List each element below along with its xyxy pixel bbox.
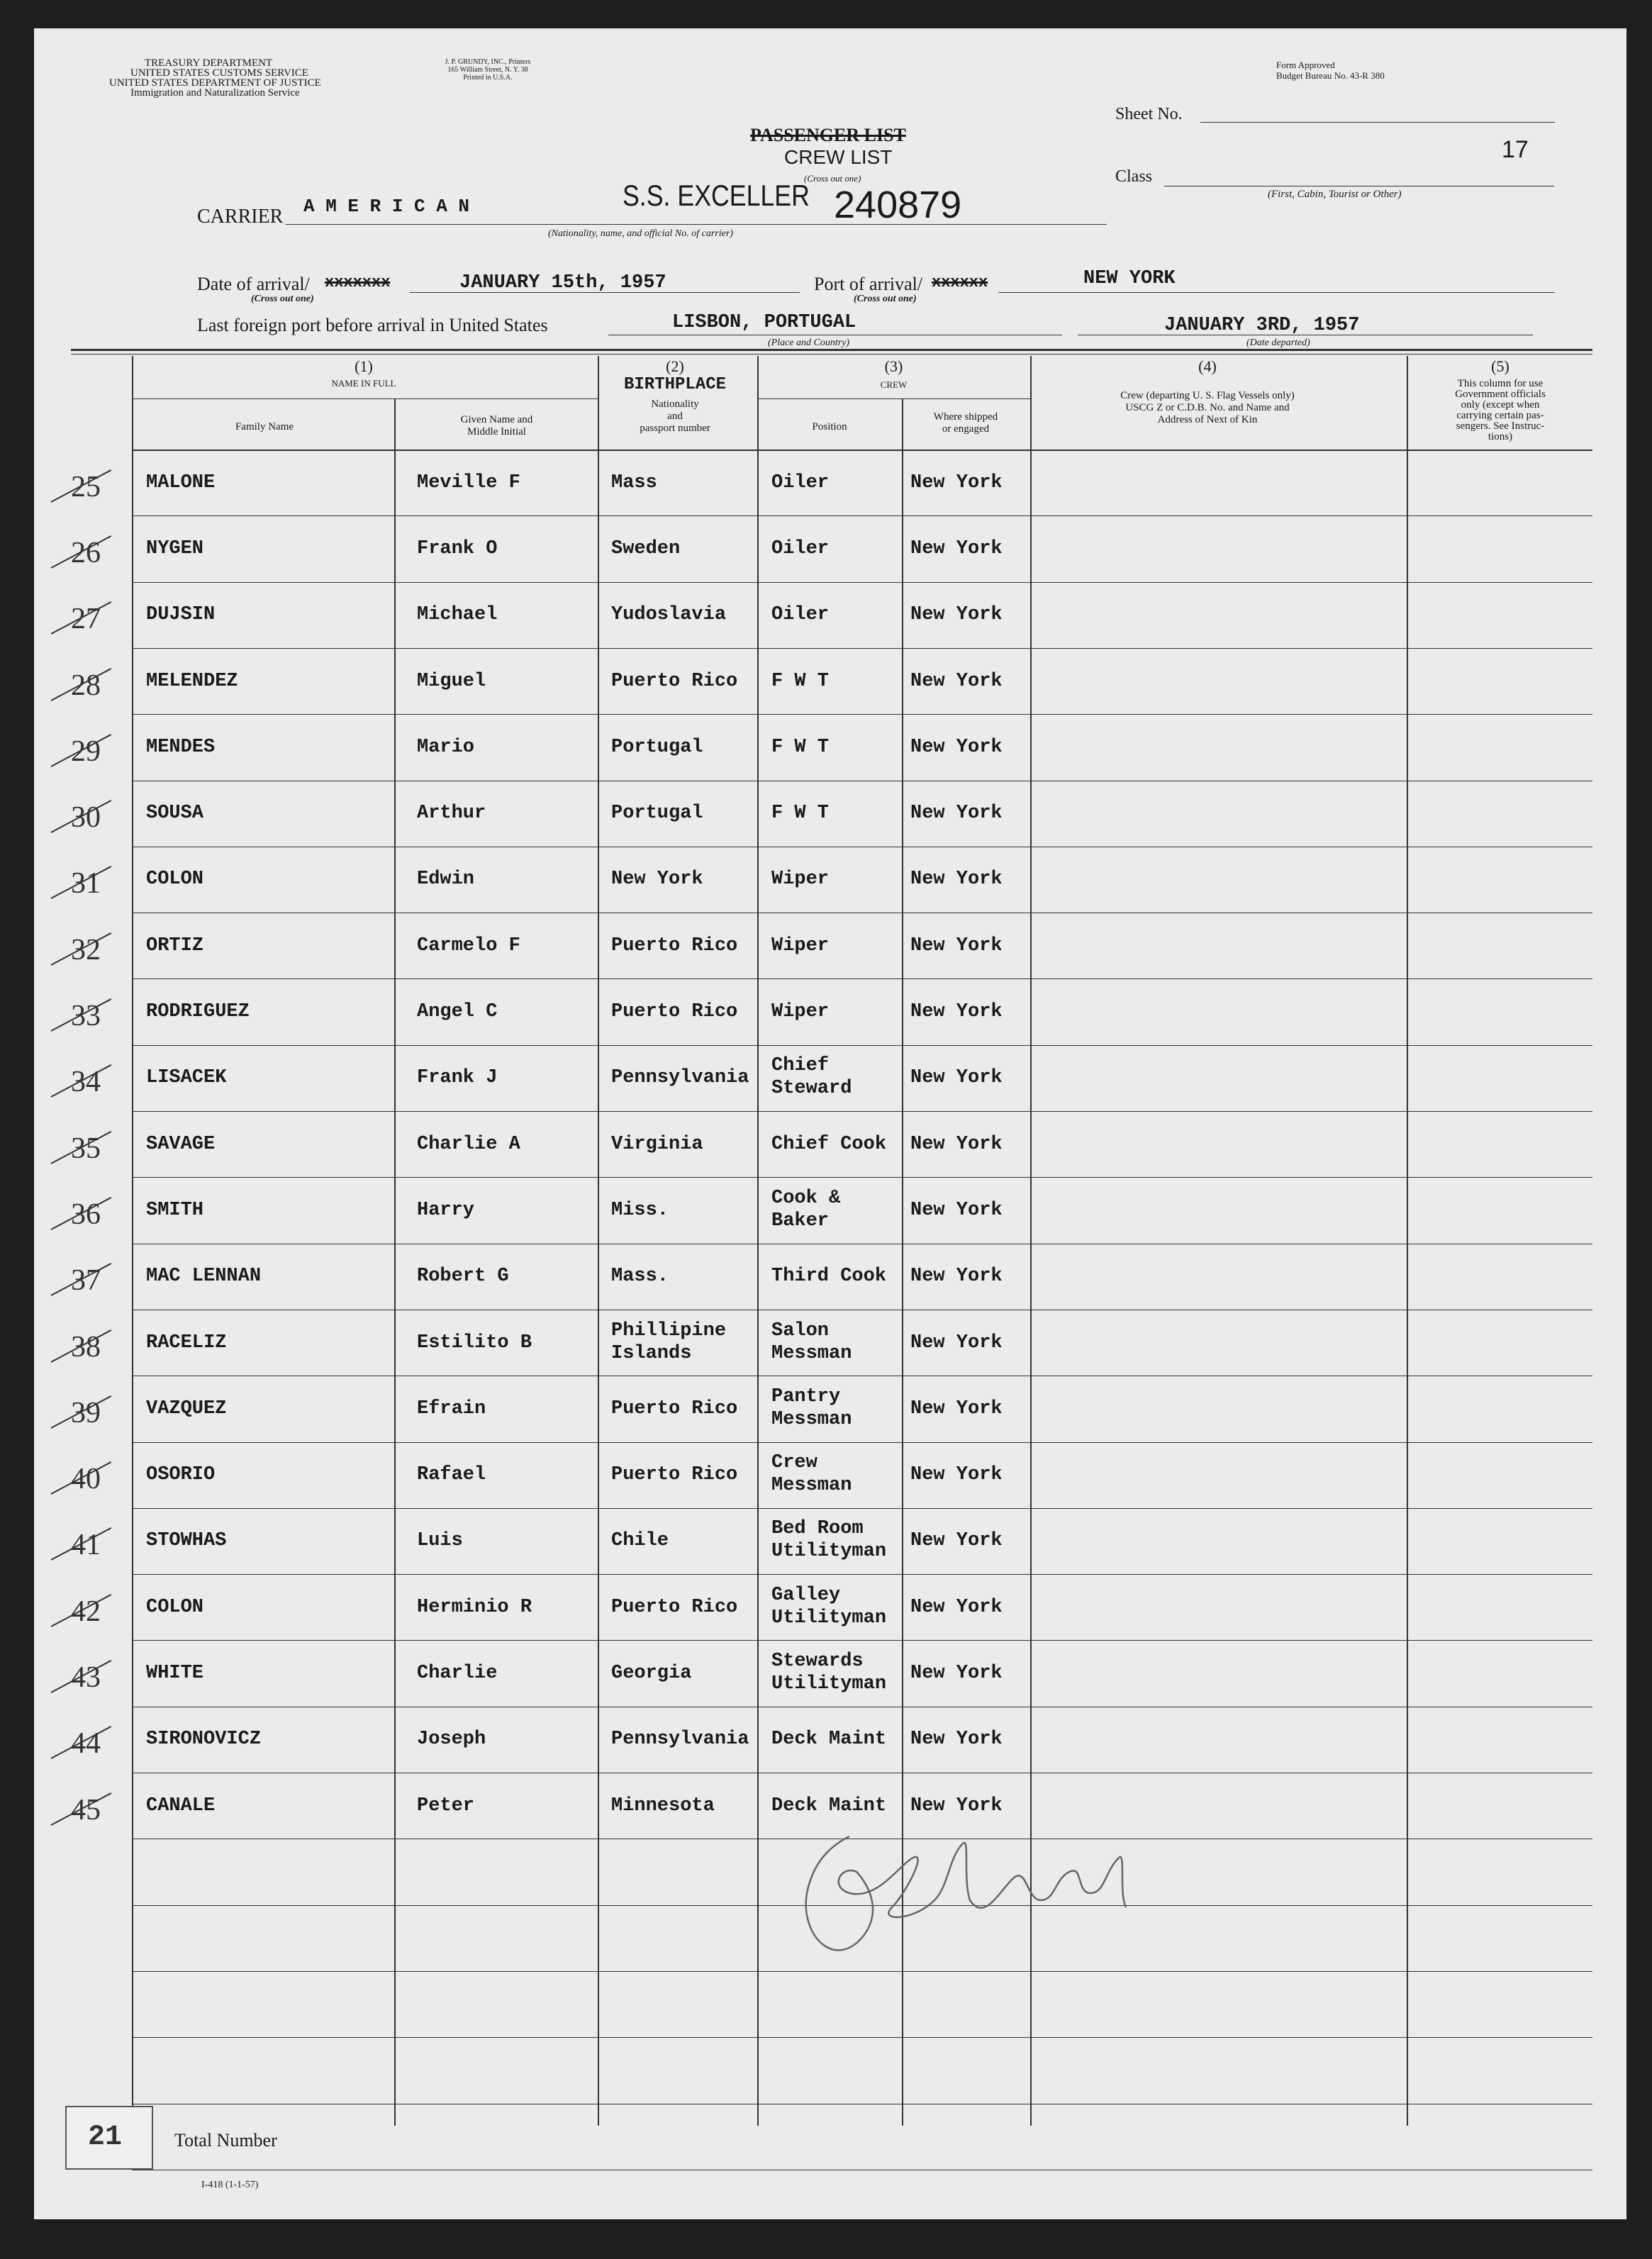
col2-number: (2) (666, 357, 684, 375)
date-departed-hint: (Date departed) (1246, 338, 1310, 348)
header-rule-bottom (71, 354, 1592, 355)
position: Baker (771, 1210, 830, 1232)
row-number: 42 (71, 1595, 101, 1628)
family-name: SMITH (146, 1200, 204, 1221)
position: Steward (771, 1078, 852, 1099)
given-name: Frank O (417, 538, 498, 559)
given-name: Estilito B (417, 1332, 532, 1354)
position: Bed Room (771, 1518, 864, 1539)
position: Crew (771, 1452, 817, 1473)
position: Pantry (771, 1386, 841, 1407)
col1-title: NAME IN FULL (331, 378, 396, 389)
position: Oiler (771, 472, 830, 493)
birthplace: Chile (611, 1530, 669, 1551)
row-divider (132, 1111, 1592, 1112)
col5-title (1410, 379, 1591, 442)
row-number: 28 (71, 669, 101, 702)
position: Utilityman (771, 1673, 887, 1695)
form-line: Form Approved (1276, 60, 1335, 70)
printer-line: Printed in U.S.A. (463, 74, 513, 82)
where-shipped: New York (910, 1663, 1003, 1684)
grid-vline (598, 356, 599, 2126)
col4-line: Crew (departing U. S. Flag Vessels only) (1120, 390, 1295, 401)
col1-number: (1) (355, 357, 373, 375)
family-name: CANALE (146, 1795, 216, 1817)
row-divider (132, 1177, 1592, 1178)
date-arrival-value: JANUARY 15th, 1957 (459, 272, 666, 294)
position: F W T (771, 671, 830, 692)
row-number: 27 (71, 603, 101, 635)
birthplace: Miss. (611, 1200, 669, 1221)
carrier-hint: (Nationality, name, and official No. of carrier) (548, 228, 733, 239)
where-shipped: New York (910, 1001, 1003, 1022)
given-name: Charlie A (417, 1134, 520, 1155)
family-name: NYGEN (146, 538, 204, 559)
position: Chief (771, 1055, 830, 1076)
birthplace: Puerto Rico (611, 1001, 738, 1022)
position: Oiler (771, 604, 830, 625)
sheet-value: 17 (1502, 136, 1529, 163)
position: Utilityman (771, 1541, 887, 1562)
sheet-label: Sheet No. (1115, 105, 1183, 123)
date-arrival-cross-hint: (Cross out one) (251, 294, 314, 304)
sheet-line (1200, 122, 1555, 123)
passenger-list-struck: PASSENGER LIST (750, 125, 906, 145)
row-divider (132, 714, 1592, 715)
position: Cook & (771, 1188, 841, 1209)
birthplace: Puerto Rico (611, 1597, 738, 1618)
family-name: OSORIO (146, 1464, 216, 1485)
col2-line: passport number (640, 423, 710, 434)
given-name: Harry (417, 1200, 475, 1221)
position: Wiper (771, 1001, 830, 1022)
form-line: Budget Bureau No. 43-R 380 (1276, 70, 1385, 81)
birthplace: Portugal (611, 737, 703, 758)
family-name: VAZQUEZ (146, 1398, 227, 1419)
birthplace: Georgia (611, 1663, 692, 1684)
row-divider (132, 515, 1592, 516)
row-number: 30 (71, 801, 101, 834)
row-number: 33 (71, 1000, 101, 1032)
given-name: Robert G (417, 1266, 509, 1287)
position: Third Cook (771, 1266, 887, 1287)
col5-line: Government officials (1455, 389, 1546, 400)
col5-line: sengers. See Instruc- (1456, 420, 1545, 432)
given-name: Peter (417, 1795, 475, 1817)
given-name: Miguel (417, 671, 486, 692)
family-name: COLON (146, 1597, 204, 1618)
port-arrival-value: NEW YORK (1083, 268, 1176, 289)
col3b-line: or engaged (942, 423, 990, 435)
position: Salon (771, 1320, 830, 1342)
position: Wiper (771, 869, 830, 890)
given-name: Angel C (417, 1001, 498, 1022)
date-arrival-line (410, 292, 800, 293)
row-number: 45 (71, 1794, 101, 1826)
position: Wiper (771, 935, 830, 956)
row-divider (132, 1442, 1592, 1443)
col3-number: (3) (884, 357, 903, 375)
family-name: RACELIZ (146, 1332, 227, 1354)
grid-vline (394, 398, 396, 2126)
last-port-label: Last foreign port before arrival in United States (197, 315, 548, 335)
given-name: Joseph (417, 1729, 486, 1750)
row-divider (132, 1508, 1592, 1509)
dept-line: UNITED STATES CUSTOMS SERVICE (130, 67, 309, 79)
where-shipped: New York (910, 538, 1003, 559)
row-number: 29 (71, 735, 101, 768)
port-arrival-label: Port of arrival/ (814, 274, 923, 294)
col5-line: only (except when (1461, 399, 1540, 411)
birthplace: Puerto Rico (611, 671, 738, 692)
crew-list-title: CREW LIST (784, 146, 893, 168)
family-name: MENDES (146, 737, 216, 758)
birthplace: Sweden (611, 538, 681, 559)
row-divider (132, 1640, 1592, 1641)
where-shipped: New York (910, 1332, 1003, 1354)
total-label: Total Number (174, 2130, 277, 2151)
col4-line: Address of Next of Kin (1157, 414, 1258, 425)
row-divider (132, 978, 1592, 979)
birthplace: Puerto Rico (611, 935, 738, 956)
department-block (74, 58, 321, 98)
birthplace: Puerto Rico (611, 1398, 738, 1419)
family-name: DUJSIN (146, 604, 216, 625)
header-bottom (132, 450, 1592, 451)
date-arrival-struck: xxxxxxx (325, 274, 391, 291)
where-shipped: New York (910, 1067, 1003, 1088)
col1b-title (396, 414, 598, 438)
dept-line: Immigration and Naturalization Service (130, 87, 300, 99)
given-name: Charlie (417, 1663, 498, 1684)
class-hint: (First, Cabin, Tourist or Other) (1268, 189, 1402, 200)
date-arrival-label: Date of arrival/ (197, 274, 310, 294)
row-number: 35 (71, 1132, 101, 1165)
col3b-line: Where shipped (933, 411, 998, 423)
row-number: 40 (71, 1463, 101, 1495)
row-number: 34 (71, 1066, 101, 1098)
row-number: 31 (71, 867, 101, 900)
col5-line: carrying certain pas- (1456, 410, 1544, 421)
header-subdivider (132, 398, 598, 399)
birthplace: Islands (611, 1343, 692, 1364)
birthplace: Portugal (611, 803, 703, 824)
birthplace: Mass. (611, 1266, 669, 1287)
col2-line: and (667, 411, 683, 422)
given-name: Mario (417, 737, 475, 758)
family-name: COLON (146, 869, 204, 890)
total-value: 21 (88, 2121, 123, 2153)
col3-title: CREW (880, 379, 908, 390)
row-divider (132, 582, 1592, 583)
birthplace: Virginia (611, 1134, 703, 1155)
where-shipped: New York (910, 1530, 1003, 1551)
printer-line: 165 William Street, N. Y. 38 (447, 66, 528, 74)
given-name: Edwin (417, 869, 475, 890)
grid-vline (1407, 356, 1408, 2126)
cross-out-hint: (Cross out one) (804, 173, 861, 184)
family-name: ORTIZ (146, 935, 204, 956)
carrier-line (286, 224, 1107, 225)
family-name: SOUSA (146, 803, 204, 824)
position: Utilityman (771, 1607, 887, 1629)
row-number: 39 (71, 1397, 101, 1429)
birthplace: New York (611, 869, 703, 890)
signature (771, 1815, 1168, 1971)
official-number: 240879 (834, 184, 962, 226)
grid-vline (757, 356, 759, 2126)
row-divider (132, 648, 1592, 649)
where-shipped: New York (910, 1398, 1003, 1419)
row-number: 25 (71, 471, 101, 503)
date-departed-value: JANUARY 3RD, 1957 (1164, 315, 1360, 336)
grid-vline (132, 356, 133, 2126)
where-shipped: New York (910, 869, 1003, 890)
birthplace: Yudoslavia (611, 604, 727, 625)
position: Messman (771, 1475, 852, 1496)
row-divider (132, 2037, 1592, 2038)
family-name: MALONE (146, 472, 216, 493)
where-shipped: New York (910, 1266, 1003, 1287)
where-shipped: New York (910, 472, 1003, 493)
family-name: WHITE (146, 1663, 204, 1684)
vessel-name: S.S. EXCELLER (623, 179, 810, 212)
given-name: Rafael (417, 1464, 486, 1485)
birthplace: Puerto Rico (611, 1464, 738, 1485)
dept-line: TREASURY DEPARTMENT (145, 57, 273, 69)
row-divider (132, 1971, 1592, 1972)
place-country-hint: (Place and Country) (768, 338, 850, 348)
given-name: Frank J (417, 1067, 498, 1088)
where-shipped: New York (910, 671, 1003, 692)
col3a-title: Position (812, 421, 847, 433)
col5-line: tions) (1488, 431, 1513, 442)
port-arrival-cross-hint: (Cross out one) (854, 294, 917, 304)
position: Stewards (771, 1651, 864, 1672)
col1b-line: Given Name and (460, 414, 533, 425)
port-arrival-struck: xxxxxx (932, 274, 988, 291)
where-shipped: New York (910, 803, 1003, 824)
row-divider (132, 1574, 1592, 1575)
col1a-title: Family Name (235, 421, 294, 433)
family-name: LISACEK (146, 1067, 227, 1088)
col4-title (1034, 390, 1381, 426)
col1b-line: Middle Initial (467, 426, 526, 437)
row-number: 43 (71, 1661, 101, 1694)
birthplace: Pennsylvania (611, 1067, 749, 1088)
header-subdivider (757, 398, 1030, 399)
printer-line: J. P. GRUNDY, INC., Printers (445, 58, 531, 66)
position: Oiler (771, 538, 830, 559)
header-rule-top (71, 349, 1592, 351)
where-shipped: New York (910, 935, 1003, 956)
col4-number: (4) (1198, 357, 1217, 375)
given-name: Luis (417, 1530, 463, 1551)
birthplace: Mass (611, 472, 657, 493)
position: Deck Maint (771, 1729, 887, 1750)
form-approved-block (1276, 60, 1385, 81)
row-number: 44 (71, 1727, 101, 1760)
row-number: 41 (71, 1529, 101, 1561)
row-number: 36 (71, 1198, 101, 1231)
position: F W T (771, 737, 830, 758)
col3b-title (902, 411, 1029, 435)
where-shipped: New York (910, 1200, 1003, 1221)
col4-line: USCG Z or C.D.B. No. and Name and (1125, 402, 1290, 413)
port-arrival-line (998, 292, 1555, 293)
col5-number: (5) (1491, 357, 1509, 375)
position: F W T (771, 803, 830, 824)
where-shipped: New York (910, 1795, 1003, 1817)
family-name: RODRIGUEZ (146, 1001, 250, 1022)
where-shipped: New York (910, 1597, 1003, 1618)
position: Messman (771, 1409, 852, 1430)
dept-line: UNITED STATES DEPARTMENT OF JUSTICE (109, 77, 321, 89)
position: Messman (771, 1343, 852, 1364)
total-box (65, 2106, 153, 2170)
where-shipped: New York (910, 737, 1003, 758)
printer-block (417, 58, 559, 82)
where-shipped: New York (910, 1464, 1003, 1485)
form-code: I-418 (1-1-57) (201, 2180, 259, 2190)
given-name: Herminio R (417, 1597, 532, 1618)
birthplace: Minnesota (611, 1795, 715, 1817)
col2-title: BIRTHPLACE (623, 375, 727, 394)
last-port-value: LISBON, PORTUGAL (672, 312, 856, 333)
row-divider (132, 1045, 1592, 1046)
given-name: Arthur (417, 803, 486, 824)
given-name: Carmelo F (417, 935, 520, 956)
where-shipped: New York (910, 1729, 1003, 1750)
col2-subtitle (598, 398, 752, 435)
carrier-label: CARRIER (197, 206, 284, 228)
family-name: SIRONOVICZ (146, 1729, 262, 1750)
row-number: 26 (71, 537, 101, 569)
family-name: SAVAGE (146, 1134, 216, 1155)
family-name: STOWHAS (146, 1530, 227, 1551)
class-label: Class (1115, 167, 1153, 186)
col5-line: This column for use (1457, 378, 1544, 389)
given-name: Meville F (417, 472, 520, 493)
given-name: Efrain (417, 1398, 486, 1419)
family-name: MELENDEZ (146, 671, 238, 692)
crew-list-form (34, 28, 1626, 2219)
row-number: 38 (71, 1331, 101, 1363)
position: Chief Cook (771, 1134, 887, 1155)
family-name: MAC LENNAN (146, 1266, 262, 1287)
given-name: Michael (417, 604, 498, 625)
row-number: 32 (71, 934, 101, 966)
row-number: 37 (71, 1264, 101, 1297)
where-shipped: New York (910, 1134, 1003, 1155)
birthplace: Phillipine (611, 1320, 727, 1342)
col2-line: Nationality (651, 398, 699, 410)
position: Galley (771, 1585, 841, 1606)
where-shipped: New York (910, 604, 1003, 625)
position: Deck Maint (771, 1795, 887, 1817)
birthplace: Pennsylvania (611, 1729, 749, 1750)
carrier-value: A M E R I C A N (303, 196, 470, 217)
